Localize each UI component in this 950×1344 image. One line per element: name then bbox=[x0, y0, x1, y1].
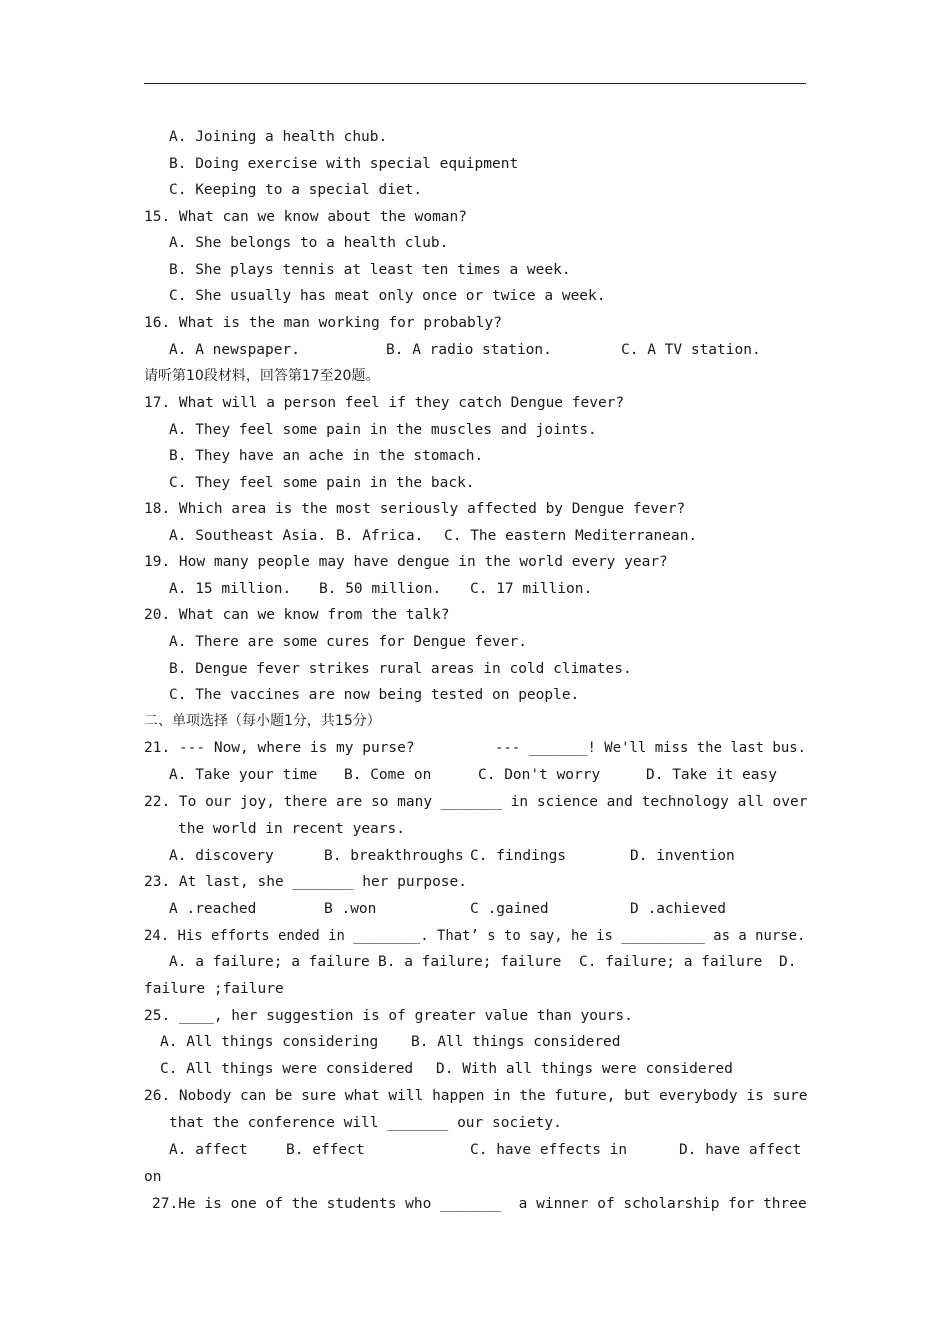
q26-option-c: C. have effects in bbox=[470, 1142, 628, 1158]
q25-option-c: C. All things were considered bbox=[160, 1061, 414, 1077]
q26-question: 26. Nobody can be sure what will happen in the future, but everybody is sure bbox=[144, 1088, 808, 1104]
q24-option-d: failure ;failure bbox=[144, 981, 284, 997]
section-heading: 二、单项选择（每小题1分，共15分） bbox=[144, 713, 381, 729]
q15-question: 15. What can we know about the woman? bbox=[144, 209, 468, 225]
q25-question: 25. ____, her suggestion is of greater value than yours. bbox=[144, 1008, 633, 1024]
q23-option-b: B .won bbox=[324, 901, 377, 917]
q14-option-c: C. Keeping to a special diet. bbox=[169, 182, 423, 198]
q16-option-c: C. A TV station. bbox=[621, 342, 761, 358]
q21-option-c: C. Don't worry bbox=[478, 767, 601, 783]
q18-option-b: B. Africa. bbox=[336, 528, 424, 544]
q18-option-a: A. Southeast Asia. bbox=[169, 528, 327, 544]
q23-question: 23. At last, she _______ her purpose. bbox=[144, 874, 468, 890]
q19-option-b: B. 50 million. bbox=[319, 581, 442, 597]
q20-option-c: C. The vaccines are now being tested on people. bbox=[169, 687, 580, 703]
q17-option-b: B. They have an ache in the stomach. bbox=[169, 448, 484, 464]
q18-option-c: C. The eastern Mediterranean. bbox=[444, 528, 698, 544]
q26-option-b: B. effect bbox=[286, 1142, 365, 1158]
q23-option-d: D .achieved bbox=[630, 901, 727, 917]
q17-question: 17. What will a person feel if they catch Dengue fever? bbox=[144, 395, 625, 411]
q20-option-b: B. Dengue fever strikes rural areas in cold climates. bbox=[169, 661, 632, 677]
q21-question: 21. --- Now, where is my purse? bbox=[144, 740, 415, 756]
q22-option-b: B. breakthroughs bbox=[324, 848, 464, 864]
q25-option-b: B. All things considered bbox=[411, 1034, 621, 1050]
q17-option-c: C. They feel some pain in the back. bbox=[169, 475, 475, 491]
q26-option-d-cont: on bbox=[144, 1169, 162, 1185]
q22-question-cont: the world in recent years. bbox=[178, 821, 405, 837]
q25-option-a: A. All things considering bbox=[160, 1034, 379, 1050]
q22-option-d: D. invention bbox=[630, 848, 735, 864]
q27-question: 27.He is one of the students who _______ a winner of scholarship for three bbox=[152, 1196, 807, 1212]
q19-option-c: C. 17 million. bbox=[470, 581, 593, 597]
q18-question: 18. Which area is the most seriously affected by Dengue fever? bbox=[144, 501, 686, 517]
q17-option-a: A. They feel some pain in the muscles and joints. bbox=[169, 422, 597, 438]
header-rule bbox=[144, 83, 806, 84]
q25-option-d: D. With all things were considered bbox=[436, 1061, 733, 1077]
q22-question: 22. To our joy, there are so many _______ in science and technology all over bbox=[144, 794, 808, 810]
q16-question: 16. What is the man working for probably? bbox=[144, 315, 502, 331]
listening-instruction: 请听第10段材料，回答第17至20题。 bbox=[144, 368, 380, 384]
q15-option-a: A. She belongs to a health club. bbox=[169, 235, 449, 251]
q24-option-c: C. failure; a failure bbox=[579, 954, 763, 970]
q22-option-c: C. findings bbox=[470, 848, 567, 864]
q20-option-a: A. There are some cures for Dengue fever. bbox=[169, 634, 527, 650]
q23-option-c: C .gained bbox=[470, 901, 549, 917]
q26-question-cont: that the conference will _______ our society. bbox=[169, 1115, 562, 1131]
q21-option-b: B. Come on bbox=[344, 767, 432, 783]
q14-option-b: B. Doing exercise with special equipment bbox=[169, 156, 519, 172]
q22-option-a: A. discovery bbox=[169, 848, 274, 864]
q21-option-d: D. Take it easy bbox=[646, 767, 777, 783]
q19-question: 19. How many people may have dengue in the world every year? bbox=[144, 554, 668, 570]
q24-option-d-label: D. bbox=[779, 954, 797, 970]
q24-question: 24. His efforts ended in ________. That’ s to say, he is __________ as a nurse. bbox=[144, 928, 806, 944]
q23-option-a: A .reached bbox=[169, 901, 257, 917]
q26-option-a: A. affect bbox=[169, 1142, 248, 1158]
q15-option-c: C. She usually has meat only once or twice a week. bbox=[169, 288, 606, 304]
q21-option-a: A. Take your time bbox=[169, 767, 318, 783]
q24-option-a: A. a failure; a failure bbox=[169, 954, 370, 970]
q15-option-b: B. She plays tennis at least ten times a week. bbox=[169, 262, 571, 278]
q14-option-a: A. Joining a health chub. bbox=[169, 129, 388, 145]
q26-option-d: D. have affect bbox=[679, 1142, 802, 1158]
q16-option-a: A. A newspaper. bbox=[169, 342, 300, 358]
q21-response: --- _______! We'll miss the last bus. bbox=[495, 740, 807, 756]
q20-question: 20. What can we know from the talk? bbox=[144, 607, 450, 623]
q24-option-b: B. a failure; failure bbox=[378, 954, 562, 970]
q19-option-a: A. 15 million. bbox=[169, 581, 292, 597]
q16-option-b: B. A radio station. bbox=[386, 342, 552, 358]
